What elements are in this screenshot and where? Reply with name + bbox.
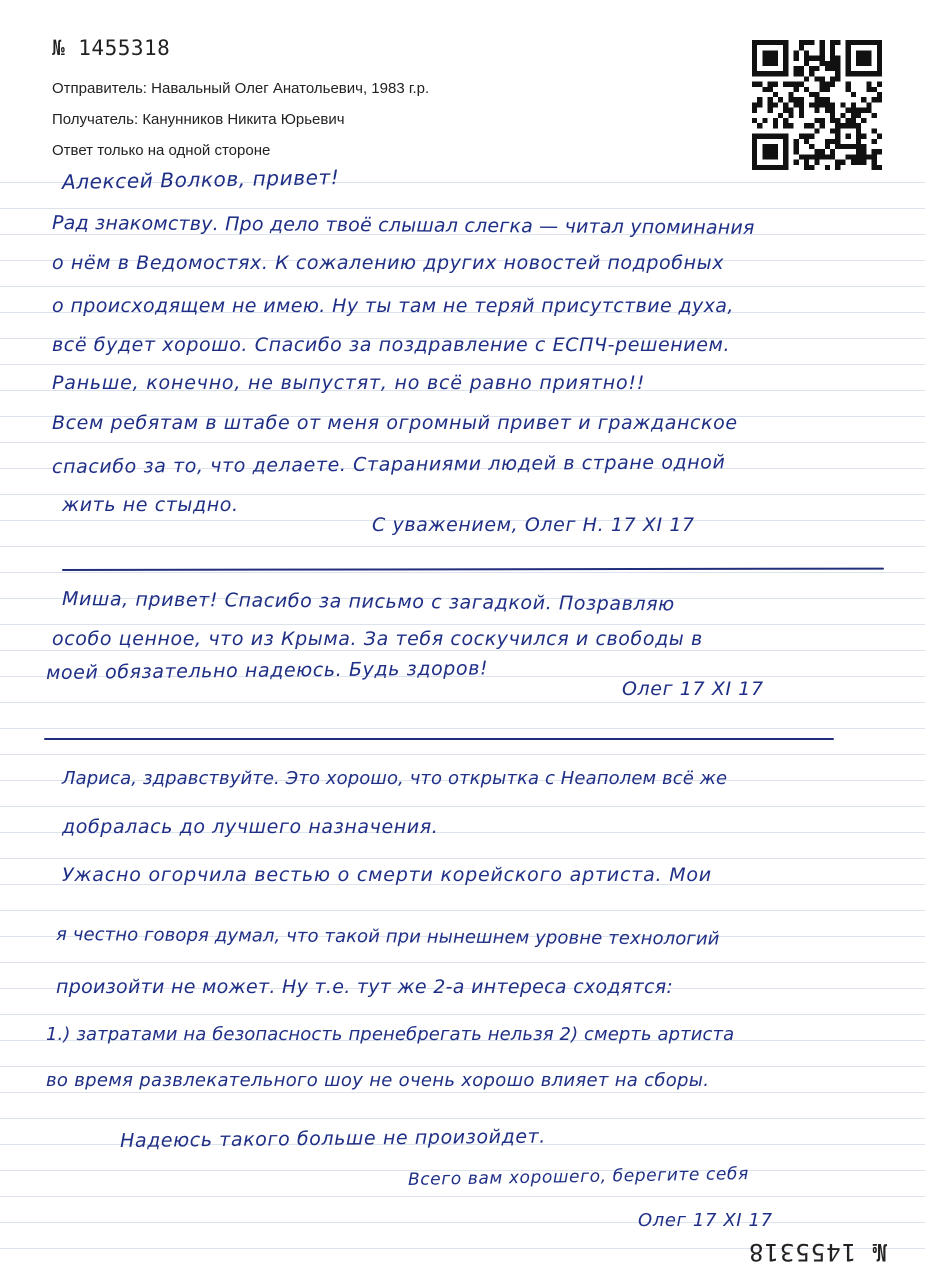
letter-1-line-2: Рад знакомству. Про дело твоё слышал слегка — читал упоминания bbox=[51, 212, 755, 239]
ruled-line bbox=[0, 1222, 925, 1223]
sender-line: Отправитель: Навальный Олег Анатольевич, 1983 г.р. bbox=[52, 80, 430, 97]
ruled-line bbox=[0, 1014, 925, 1015]
letter-1-line-8: спасибо за то, что делаете. Стараниями людей в стране одной bbox=[51, 451, 726, 478]
letter-1-line-3: о нём в Ведомостях. К сожалению других новостей подробных bbox=[52, 252, 725, 274]
ruled-line bbox=[0, 546, 925, 547]
letter-3-line-6: 1.) затратами на безопасность пренебрегать нельзя 2) смерть артиста bbox=[46, 1024, 735, 1045]
letter-2-line-1: Миша, привет! Спасибо за письмо с загадкой. Позравляю bbox=[61, 588, 675, 616]
letter-2-line-3: моей обязательно надеюсь. Будь здоров! bbox=[45, 657, 489, 684]
letter-3-signature: Олег 17 XI 17 bbox=[638, 1210, 773, 1231]
document-number: № 1455318 bbox=[52, 36, 171, 60]
letter-1-line-4: о происходящем не имею. Ну ты там не теряй присутствие духа, bbox=[52, 295, 734, 317]
divider-line bbox=[44, 738, 834, 740]
letter-1-line-1: Алексей Волков, привет! bbox=[61, 165, 340, 194]
ruled-line bbox=[0, 858, 925, 859]
ruled-line bbox=[0, 442, 925, 443]
qr-code-icon bbox=[752, 40, 882, 170]
letter-1-line-6: Раньше, конечно, не выпустят, но всё равно приятно!! bbox=[52, 372, 646, 394]
ruled-line bbox=[0, 572, 925, 573]
ruled-line bbox=[0, 650, 925, 651]
ruled-line bbox=[0, 962, 925, 963]
ruled-line bbox=[0, 1196, 925, 1197]
ruled-line bbox=[0, 208, 925, 209]
letter-3-line-8: Надеюсь такого больше не произойдет. bbox=[119, 1125, 547, 1152]
letter-3-closing: Всего вам хорошего, берегите себя bbox=[407, 1164, 750, 1190]
letter-2-signature: Олег 17 XI 17 bbox=[622, 678, 764, 700]
footer-document-number: № 1455318 bbox=[748, 1238, 888, 1266]
ruled-line bbox=[0, 1092, 925, 1093]
ruled-line bbox=[0, 364, 925, 365]
ruled-line bbox=[0, 702, 925, 703]
recipient-line: Получатель: Канунников Никита Юрьевич bbox=[52, 111, 345, 128]
ruled-line bbox=[0, 910, 925, 911]
ruled-line bbox=[0, 1066, 925, 1067]
letter-3-line-4: я честно говоря думал, что такой при нынешнем уровне технологий bbox=[55, 924, 720, 950]
letter-3-line-1: Лариса, здравствуйте. Это хорошо, что открытка с Неаполем всё же bbox=[62, 768, 728, 789]
ruled-line bbox=[0, 806, 925, 807]
letter-3-line-2: добралась до лучшего назначения. bbox=[62, 816, 439, 838]
ruled-line bbox=[0, 754, 925, 755]
ruled-line bbox=[0, 1118, 925, 1119]
divider-line bbox=[62, 568, 884, 571]
letter-3-line-3: Ужасно огорчила вестью о смерти корейского артиста. Мои bbox=[62, 864, 712, 886]
ruled-line bbox=[0, 286, 925, 287]
letter-3-line-7: во время развлекательного шоу не очень хорошо влияет на сборы. bbox=[46, 1070, 710, 1091]
letter-1-line-5: всё будет хорошо. Спасибо за поздравление с ЕСПЧ-решением. bbox=[52, 334, 731, 356]
letter-1-signature: С уважением, Олег Н. 17 XI 17 bbox=[372, 514, 695, 536]
ruled-line bbox=[0, 624, 925, 625]
letter-1-line-9: жить не стыдно. bbox=[62, 494, 239, 516]
letter-1-line-7: Всем ребятам в штабе от меня огромный привет и гражданское bbox=[52, 412, 738, 434]
letter-3-line-5: произойти не может. Ну т.е. тут же 2-а интереса сходятся: bbox=[56, 976, 674, 998]
ruled-line bbox=[0, 728, 925, 729]
reply-note: Ответ только на одной стороне bbox=[52, 142, 271, 159]
letter-2-line-2: особо ценное, что из Крыма. За тебя соскучился и свободы в bbox=[52, 628, 703, 650]
